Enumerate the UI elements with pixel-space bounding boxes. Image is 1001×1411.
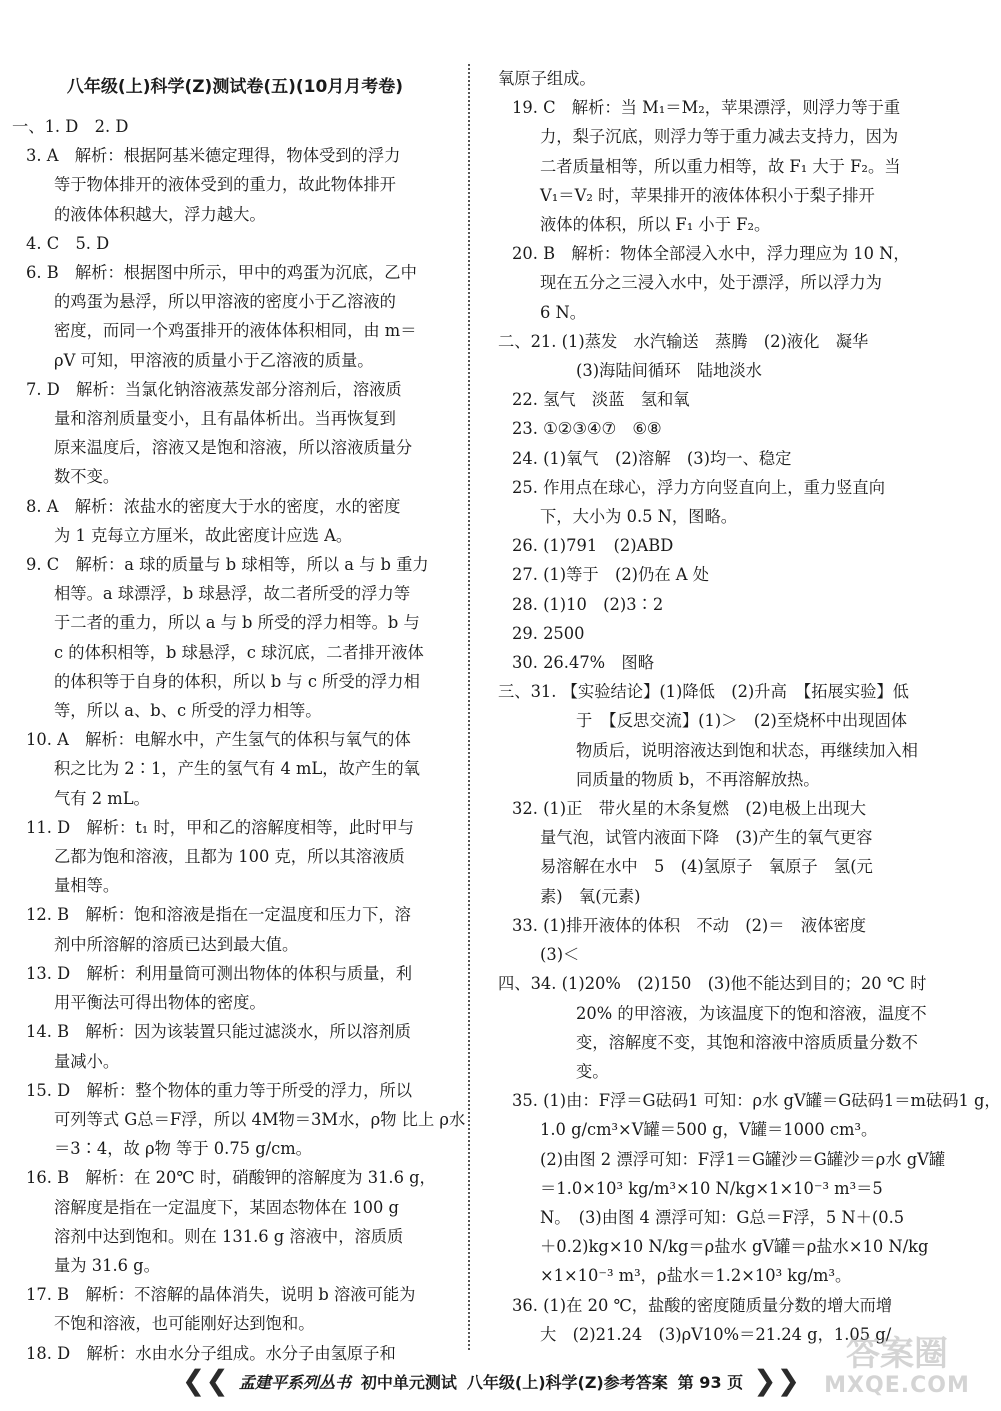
answer-line: 用平衡法可得出物体的密度。	[54, 993, 266, 1013]
answer-line: 32. (1)正 带火星的木条复燃 (2)电极上出现大	[512, 799, 866, 819]
answer-item	[12, 112, 458, 141]
answer-line: 24. (1)氧气 (2)溶解 (3)均一、稳定	[512, 448, 792, 468]
answer-item	[12, 258, 458, 375]
answer-line: 7. D 解析：当氯化钠溶液蒸发部分溶剂后，溶液质	[26, 379, 402, 399]
answer-line: 积之比为 2∶1，产生的氢气有 4 mL，故产生的氧	[54, 759, 420, 779]
answer-line: 溶剂中达到饱和。则在 131.6 g 溶液中，溶质质	[54, 1226, 404, 1246]
answer-line: 的体积等于自身的体积，所以 b 与 c 所受的浮力相	[54, 671, 420, 691]
answer-line: 一、1. D 2. D	[12, 117, 129, 136]
answer-line: 量相等。	[54, 876, 120, 896]
answer-item	[12, 900, 458, 958]
answer-item	[498, 531, 944, 560]
answer-line: 等，所以 a、b、c 所受的浮力相等。	[54, 701, 322, 721]
answer-item	[498, 969, 944, 1086]
answer-item	[12, 492, 458, 550]
answer-line: 为 1 克每立方厘米，故此密度计应选 A。	[54, 525, 353, 545]
answer-item	[498, 64, 944, 93]
footer-series: 孟建平系列丛书	[238, 1372, 351, 1392]
answer-item	[498, 93, 944, 239]
answer-line: 16. B 解析：在 20℃ 时，硝酸钾的溶解度为 31.6 g，	[26, 1168, 436, 1188]
answer-item	[12, 959, 458, 1017]
answer-line: 二、21. (1)蒸发 水汽输送 蒸腾 (2)液化 凝华	[498, 331, 869, 351]
answer-line: 下，大小为 0.5 N，图略。	[540, 507, 738, 527]
answer-line: 相等。a 球漂浮，b 球悬浮，故二者所受的浮力等	[54, 584, 411, 604]
answer-item	[498, 560, 944, 589]
answer-item	[12, 375, 458, 492]
answer-line: V₁＝V₂ 时，苹果排开的液体体积小于梨子排开	[540, 185, 875, 205]
answer-line: 不饱和溶液，也可能刚好达到饱和。	[54, 1314, 315, 1334]
answer-line: 剂中所溶解的溶质已达到最大值。	[54, 934, 299, 954]
footer-book: 初中单元测试	[360, 1372, 457, 1392]
answer-line: 同质量的物质 b，不再溶解放热。	[576, 769, 820, 789]
answer-item	[12, 141, 458, 229]
answer-item	[498, 327, 944, 385]
answer-line: ＝3∶4，故 ρ物 等于 0.75 g/cm。	[54, 1139, 312, 1159]
answer-line: 9. C 解析：a 球的质量与 b 球相等，所以 a 与 b 重力	[26, 555, 429, 575]
answer-line: 33. (1)排开液体的体积 不动 (2)＝ 液体密度	[512, 915, 866, 935]
answer-item	[498, 414, 944, 443]
answer-item	[12, 550, 458, 725]
answer-item	[12, 1280, 458, 1338]
answer-line: 原来温度后，溶液又是饱和溶液，所以溶液质量分	[54, 438, 413, 458]
answer-line: 12. B 解析：饱和溶液是指在一定温度和压力下，溶	[26, 905, 411, 925]
answer-line: 3. A 解析：根据阿基米德定理得，物体受到的浮力	[26, 146, 401, 166]
answer-line: 的液体体积越大，浮力越大。	[54, 204, 266, 224]
answer-line: 于 【反思交流】(1)＞ (2)至烧杯中出现固体	[576, 711, 908, 731]
right-answer-list	[498, 64, 1001, 1349]
answer-item	[498, 590, 944, 619]
answer-line: 13. D 解析：利用量筒可测出物体的体积与质量，利	[26, 963, 413, 983]
footer-page-number: 第 93 页	[677, 1372, 744, 1392]
answer-line: 26. (1)791 (2)ABD	[512, 536, 674, 556]
left-chevron-icon: ❮❮	[181, 1364, 229, 1397]
answer-line: 数不变。	[54, 467, 120, 487]
answer-item	[498, 1291, 944, 1349]
answer-line: 变。	[576, 1061, 609, 1081]
answer-line: 35. (1)由：F浮＝G砝码1 可知：ρ水 gV罐＝G砝码1＝m砝码1 g，	[512, 1091, 1001, 1111]
answer-line: 8. A 解析：浓盐水的密度大于水的密度，水的密度	[26, 496, 401, 516]
answer-line: 18. D 解析：水由水分子组成。水分子由氢原子和	[26, 1343, 396, 1363]
answer-line: 1.0 g/cm³×V罐＝500 g，V罐＝1000 cm³。	[540, 1120, 878, 1140]
answer-item	[498, 677, 944, 794]
answer-line: 量为 31.6 g。	[54, 1255, 160, 1275]
answer-line: 25. 作用点在球心，浮力方向竖直向上，重力竖直向	[512, 477, 885, 497]
answer-line: 现在五分之三浸入水中，处于漂浮，所以浮力为	[540, 273, 882, 293]
right-chevron-icon: ❯❯	[753, 1364, 801, 1397]
answer-line: ＝1.0×10³ kg/m³×10 N/kg×1×10⁻³ m³＝5	[540, 1178, 883, 1198]
answer-item	[498, 473, 944, 531]
answer-line: 17. B 解析：不溶解的晶体消失，说明 b 溶液可能为	[26, 1285, 416, 1305]
answer-line: 20. B 解析：物体全部浸入水中，浮力理应为 10 N，	[512, 244, 910, 264]
answer-line: N。 (3)由图 4 漂浮可知：G总＝F浮，5 N＋(0.5	[540, 1207, 905, 1227]
answer-item	[498, 385, 944, 414]
answer-line: 素) 氧(元素)	[540, 886, 641, 906]
answer-line: 28. (1)10 (2)3∶2	[512, 594, 664, 614]
answer-line: 14. B 解析：因为该装置只能过滤淡水，所以溶剂质	[26, 1022, 411, 1042]
page-title: 八年级(上)科学(Z)测试卷(五)(10月月考卷)	[66, 77, 404, 97]
answer-line: 30. 26.47% 图略	[512, 653, 654, 673]
answer-item	[12, 1163, 458, 1280]
answer-line: 量和溶剂质量变小，且有晶体析出。当再恢复到	[54, 409, 396, 429]
answer-line: 变，溶解度不变，其饱和溶液中溶质质量分数不	[576, 1032, 918, 1052]
page-footer	[176, 1362, 806, 1400]
answer-line: 可列等式 G总＝F浮，所以 4M物＝3M水，ρ物 比上 ρ水	[54, 1109, 466, 1129]
answer-line: 易溶解在水中 5 (4)氢原子 氧原子 氢(元	[540, 857, 873, 877]
watermark-url: MXQE.COM	[824, 1373, 970, 1398]
answer-line: 三、31. 【实验结论】(1)降低 (2)升高 【拓展实验】低	[498, 682, 909, 702]
answer-line: 6 N。	[540, 302, 587, 322]
answer-line: ＋0.2)kg×10 N/kg＝ρ盐水 gV罐＝ρ盐水×10 N/kg	[540, 1237, 929, 1257]
answer-line: 四、34. (1)20% (2)150 (3)他不能达到目的；20 ℃ 时	[498, 974, 927, 994]
answer-line: (2)由图 2 漂浮可知：F浮1＝G罐沙＝G罐沙＝ρ水 gV罐	[540, 1149, 946, 1169]
answer-line: 6. B 解析：根据图中所示，甲中的鸡蛋为沉底，乙中	[26, 263, 417, 283]
right-column	[498, 64, 1001, 1349]
answer-line: ρV 可知，甲溶液的质量小于乙溶液的质量。	[54, 350, 374, 370]
answer-line: 22. 氢气 淡蓝 氢和氧	[512, 390, 690, 410]
answer-item	[12, 1076, 466, 1164]
answer-line: 液体的体积，所以 F₁ 小于 F₂。	[540, 215, 771, 235]
footer-subject: 八年级(上)科学(Z)参考答案	[466, 1372, 668, 1392]
answer-line: 20% 的甲溶液，为该温度下的饱和溶液，温度不	[576, 1003, 927, 1023]
answer-line: 氧原子组成。	[498, 69, 596, 88]
answer-item	[12, 1017, 458, 1075]
answer-item	[498, 794, 944, 911]
answer-item	[498, 648, 944, 677]
answer-line: 4. C 5. D	[26, 233, 110, 253]
left-answer-list	[12, 112, 466, 1368]
answer-line: 二者质量相等，所以重力相等，故 F₁ 大于 F₂。当	[540, 156, 901, 176]
answer-line: 乙都为饱和溶液，且都为 100 克，所以其溶液质	[54, 847, 405, 867]
answer-item	[12, 229, 458, 258]
answer-item	[498, 1086, 1001, 1290]
answer-line: 物质后，说明溶液达到饱和状态，再继续加入相	[576, 740, 918, 760]
answer-line: 19. C 解析：当 M₁＝M₂，苹果漂浮，则浮力等于重	[512, 98, 901, 118]
answer-line: 溶解度是指在一定温度下，某固态物体在 100 g	[54, 1197, 399, 1217]
answer-item	[498, 911, 944, 969]
answer-line: 27. (1)等于 (2)仍在 A 处	[512, 565, 709, 585]
answer-line: 密度，而同一个鸡蛋排开的液体体积相同，由 m＝	[54, 321, 417, 341]
answer-line: (3)海陆间循环 陆地淡水	[576, 361, 762, 381]
answer-line: 力，梨子沉底，则浮力等于重力减去支持力，因为	[540, 127, 899, 147]
answer-line: ×1×10⁻³ m³，ρ盐水＝1.2×10³ kg/m³。	[540, 1266, 852, 1286]
answer-item	[12, 813, 458, 901]
answer-line: 于二者的重力，所以 a 与 b 所受的浮力相等。b 与	[54, 613, 420, 633]
answer-line: 29. 2500	[512, 623, 585, 643]
answer-item	[498, 619, 944, 648]
answer-line: 量气泡，试管内液面下降 (3)产生的氧气更容	[540, 828, 873, 848]
answer-line: 10. A 解析：电解水中，产生氢气的体积与氧气的体	[26, 730, 411, 750]
answer-line: 等于物体排开的液体受到的重力，故此物体排开	[54, 175, 396, 195]
answer-line: 大 (2)21.24 (3)ρV10%＝21.24 g，1.05 g/	[540, 1324, 892, 1344]
answer-line: 15. D 解析：整个物体的重力等于所受的浮力，所以	[26, 1080, 413, 1100]
answer-item	[498, 239, 944, 327]
answer-line: (3)＜	[540, 945, 580, 965]
answer-line: 11. D 解析：t₁ 时，甲和乙的溶解度相等，此时甲与	[26, 817, 414, 837]
answer-item	[498, 444, 944, 473]
answer-item	[12, 725, 458, 813]
answer-line: 量减小。	[54, 1051, 120, 1071]
answer-line: 的鸡蛋为悬浮，所以甲溶液的密度小于乙溶液的	[54, 292, 396, 312]
answer-line: c 的体积相等，b 球悬浮，c 球沉底，二者排开液体	[54, 642, 424, 662]
answer-line: 气有 2 mL。	[54, 788, 150, 808]
column-divider	[468, 64, 470, 1350]
watermark-text: 答案圈	[846, 1334, 948, 1374]
answer-line: 36. (1)在 20 ℃，盐酸的密度随质量分数的增大而增	[512, 1295, 893, 1315]
left-column	[12, 64, 466, 1368]
answer-line: 23. ①②③④⑦ ⑥⑧	[512, 419, 662, 439]
